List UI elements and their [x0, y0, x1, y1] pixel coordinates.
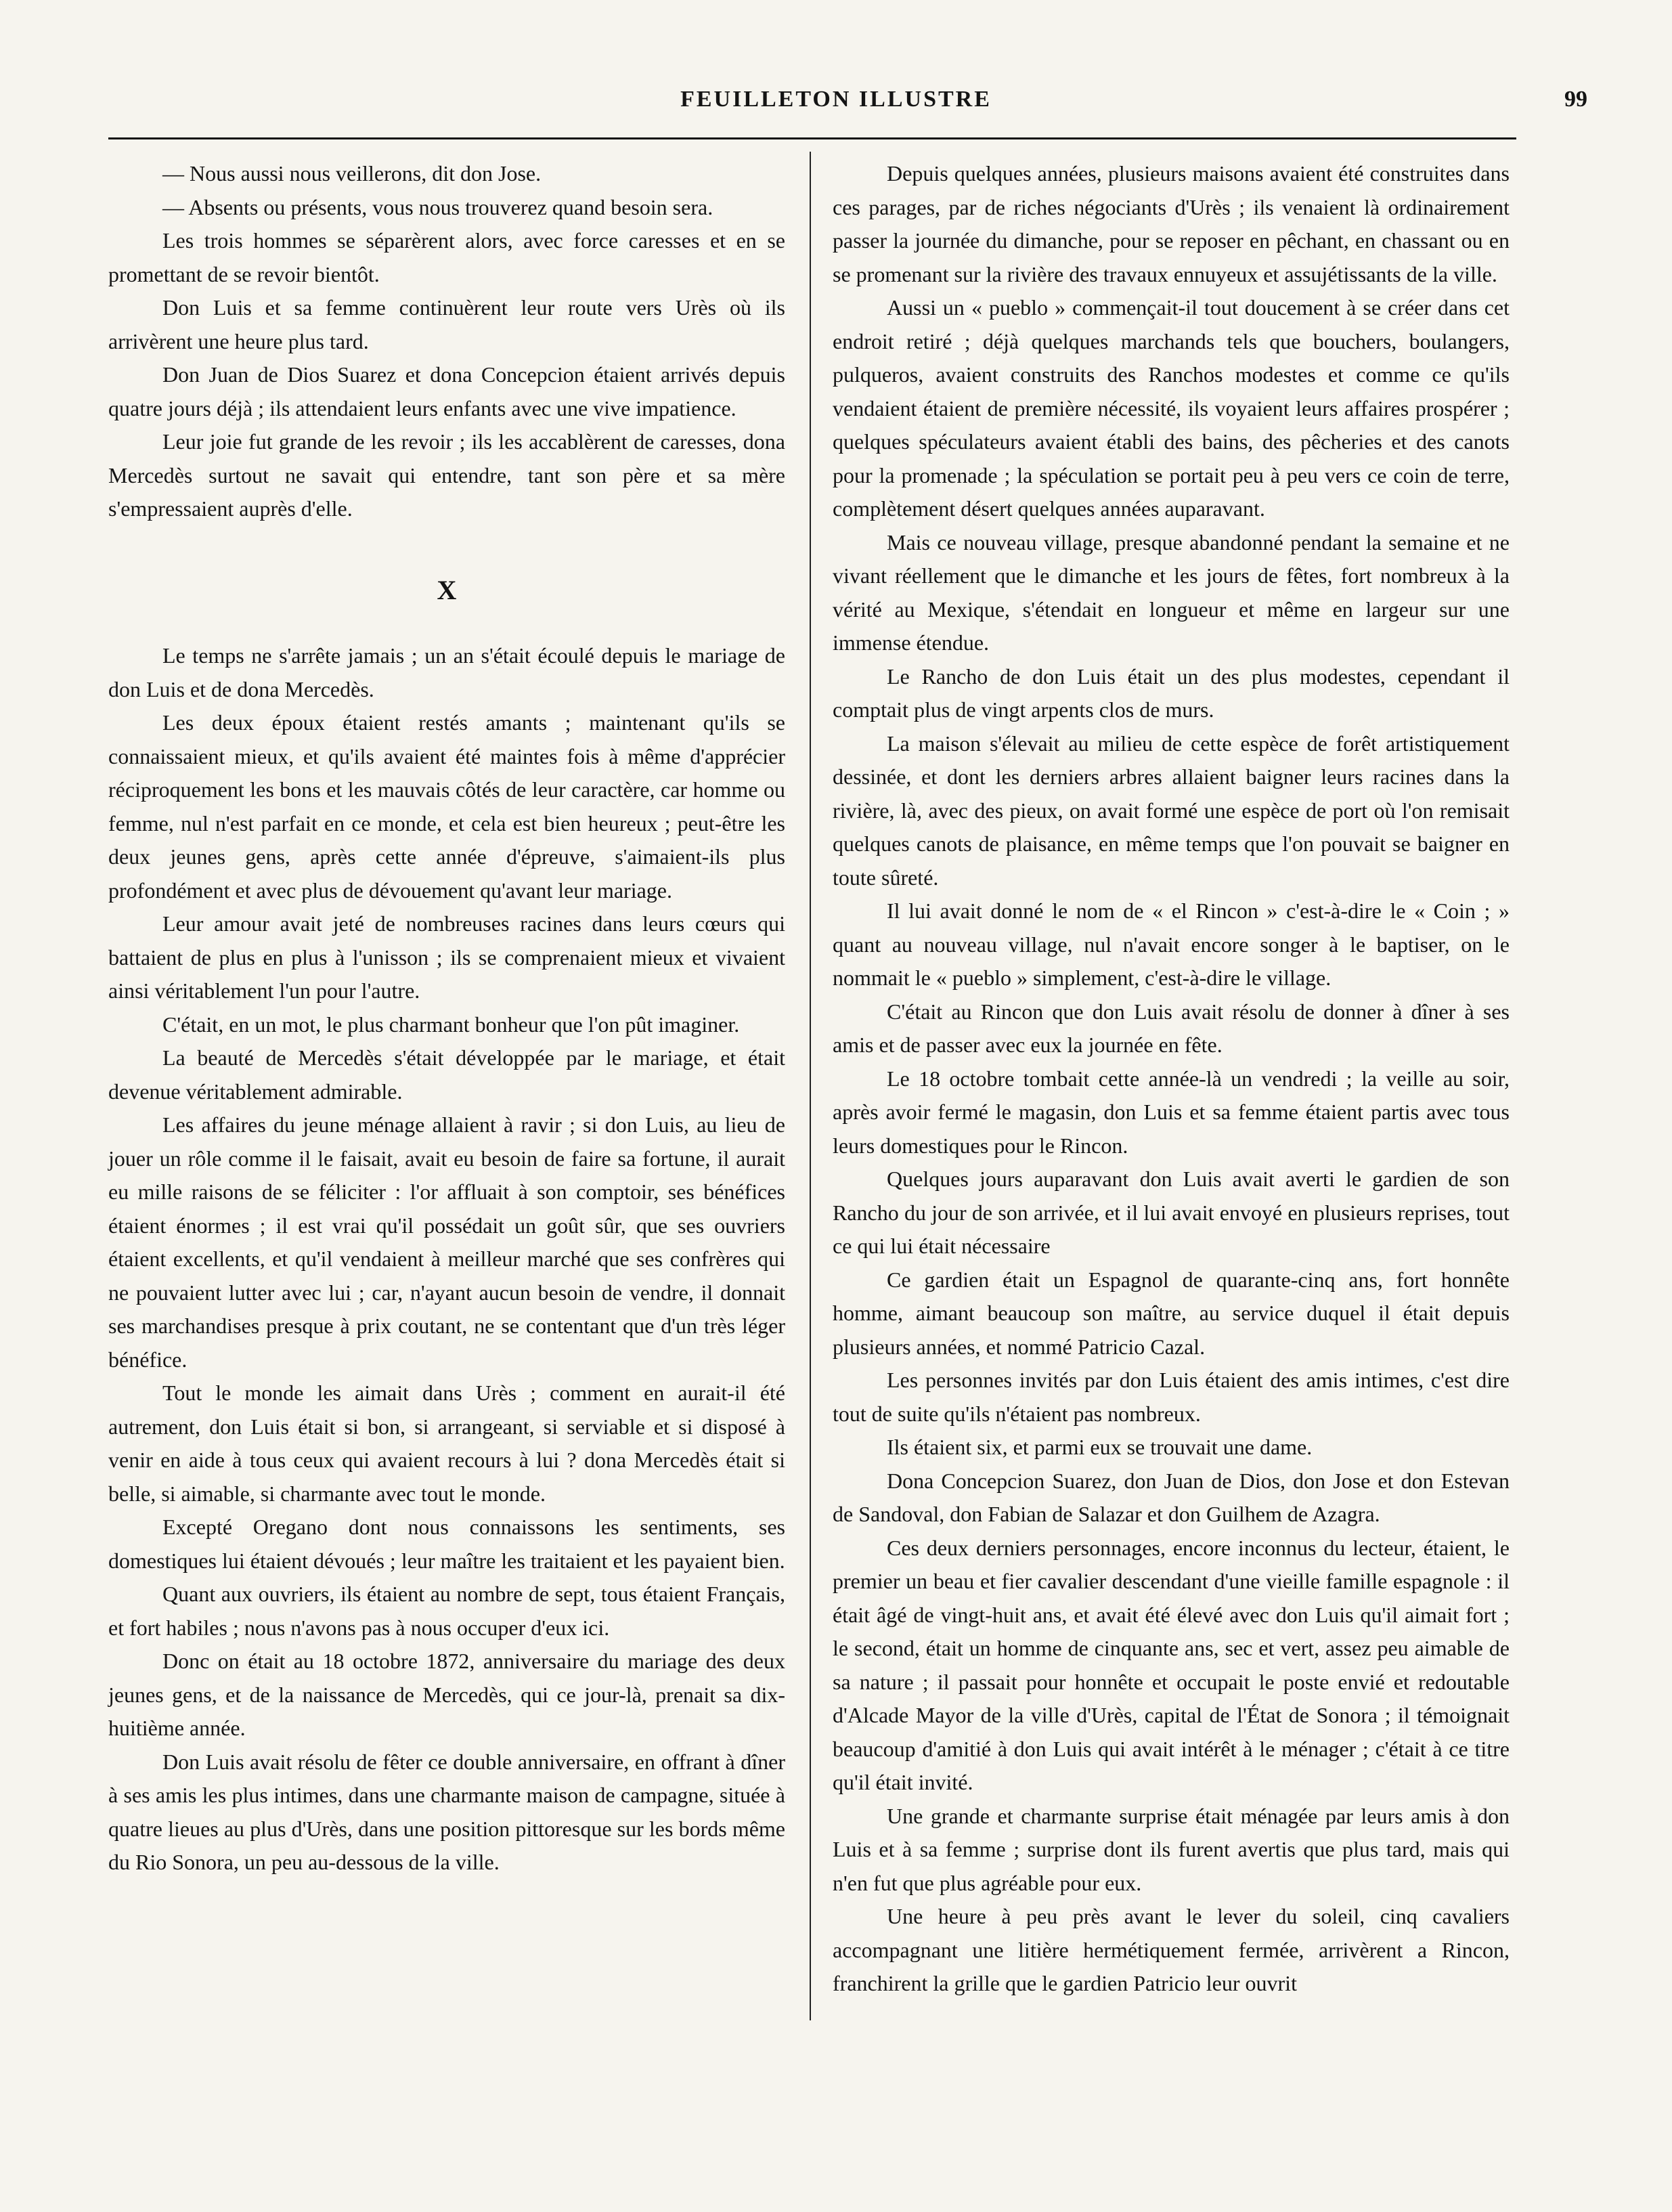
- paragraph: Le temps ne s'arrête jamais ; un an s'était écoulé depuis le mariage de don Luis et de dona Mercedès.: [108, 643, 785, 701]
- paragraph: Aussi un « pueblo » commençait-il tout doucement à se créer dans cet endroit retiré ; déjà quelques marchands tels que bouchers, boulangers, pulqueros, avaient construits des Ranchos modestes et comme ce qu'ils vendaient étaient de première nécessité, ils voyaient leurs affaires prospérer ; quelques spéculateurs avaient établi des bains, des pêcheries et des canots pour la promenade ; la spéculation se portait peu à peu vers ce coin de terre, complètement désert quelques années auparavant.: [833, 295, 1510, 521]
- paragraph: Excepté Oregano dont nous connaissons les sentiments, ses domestiques lui étaient dévoués ; leur maître les traitaient et les payaient bien.: [108, 1515, 785, 1573]
- paragraph: Les deux époux étaient restés amants ; maintenant qu'ils se connaissaient mieux, et qu'ils avaient été maintes fois à même d'apprécier réciproquement les bons et les mauvais côtés de leur caractère, car homme ou femme, nul n'est parfait en ce monde, et cela est bien heureux ; peut-être les deux jeunes gens, après cette année d'épreuve, s'aimaient-ils plus profondément et avec plus de dévouement qu'avant leur mariage.: [108, 710, 785, 903]
- paragraph: Donc on était au 18 octobre 1872, anniversaire du mariage des deux jeunes gens, et de la naissance de Mercedès, qui ce jour-là, prenait sa dix-huitième année.: [108, 1649, 785, 1740]
- paragraph: Ces deux derniers personnages, encore inconnus du lecteur, étaient, le premier un beau et fier cavalier descendant d'une vieille famille espagnole : il était âgé de vingt-huit ans, et avait été élevé avec don Luis qu'il aimait fort ; le second, était un homme de cinquante ans, sec et vert, assez peu aimable de sa nature ; il passait pour honnête et occupait le poste envié et redoutable d'Alcade Mayor de la ville d'Urès, capital de l'État de Sonora ; il témoignait beaucoup d'amitié à don Luis qui avait intérêt à le ménager ; c'était à ce titre qu'il était invité.: [833, 1535, 1510, 1794]
- paragraph: Don Juan de Dios Suarez et dona Concepcion étaient arrivés depuis quatre jours déjà ; ils attendaient leurs enfants avec une vive impatience.: [108, 362, 785, 420]
- paragraph: Le Rancho de don Luis était un des plus modestes, cependant il comptait plus de vingt arpents clos de murs.: [833, 664, 1510, 722]
- paragraph: Quelques jours auparavant don Luis avait averti le gardien de son Rancho du jour de son arrivée, et il lui avait envoyé en plusieurs reprises, tout ce qui lui était nécessaire: [833, 1167, 1510, 1258]
- paragraph: Les trois hommes se séparèrent alors, avec force caresses et en se promettant de se revoir bientôt.: [108, 228, 785, 286]
- paragraph: — Nous aussi nous veillerons, dit don Jose.: [162, 161, 542, 186]
- paragraph: Leur amour avait jeté de nombreuses racines dans leurs cœurs qui battaient de plus en plus à l'unisson ; ils se comprenaient mieux et vivaient ainsi véritablement l'un pour l'autre.: [108, 911, 785, 1003]
- paragraph: Dona Concepcion Suarez, don Juan de Dios, don Jose et don Estevan de Sandoval, don Fabian de Salazar et don Guilhem de Azagra.: [833, 1468, 1510, 1526]
- header-divider: [108, 137, 1516, 139]
- paragraph: Leur joie fut grande de les revoir ; ils les accablèrent de caresses, dona Mercedès surtout ne savait qui entendre, tant son père et sa mère s'empressaient auprès d'elle.: [108, 429, 785, 521]
- paragraph: Les affaires du jeune ménage allaient à ravir ; si don Luis, au lieu de jouer un rôle comme il le faisait, avait eu besoin de faire sa fortune, il aurait eu mille raisons de se féliciter : l'or affluait à son comptoir, ses bénéfices étaient énormes ; il est vrai qu'il possédait un goût sûr, que ses ouvriers étaient excellents, et qu'il vendaient à meilleur marché que ses confrères qui ne pouvaient lutter avec lui ; car, n'ayant aucun besoin de vendre, il donnait ses marchandises presque à prix coutant, ne se contentant que d'un très léger bénéfice.: [108, 1112, 785, 1372]
- paragraph: Le 18 octobre tombait cette année-là un vendredi ; la veille au soir, après avoir fermé le magasin, don Luis et sa femme étaient partis avec tous leurs domestiques pour le Rincon.: [833, 1066, 1510, 1158]
- paragraph: Depuis quelques années, plusieurs maisons avaient été construites dans ces parages, par de riches négociants d'Urès ; ils venaient là ordinairement passer la journée du dimanche, pour se reposer en pêchant, en chassant ou en se promenant sur la rivière des travaux ennuyeux et assujétissants de la ville.: [833, 161, 1510, 286]
- paragraph: Ils étaient six, et parmi eux se trouvait une dame.: [887, 1435, 1313, 1459]
- paragraph: Une grande et charmante surprise était ménagée par leurs amis à don Luis et à sa femme ; surprise dont ils furent avertis que plus tard, mais qui n'en fut que plus agréable pour eux.: [833, 1803, 1510, 1895]
- paragraph: Mais ce nouveau village, presque abandonné pendant la semaine et ne vivant réellement que le dimanche et les jours de fêtes, fort nombreux à la vérité au Mexique, s'étendait en longueur et même en largeur sur une immense étendue.: [833, 529, 1510, 655]
- page-header-title: FEUILLETON ILLUSTRE: [680, 87, 992, 112]
- paragraph: — Absents ou présents, vous nous trouverez quand besoin sera.: [162, 194, 713, 219]
- paragraph: La maison s'élevait au milieu de cette espèce de forêt artistiquement dessinée, et dont les derniers arbres allaient baigner leurs racines dans la rivière, là, avec des pieux, on avait formé une espèce de port où l'on remisait quelques canots de plaisance, en même temps que l'on pouvait se baigner en toute sûreté.: [833, 731, 1510, 890]
- paragraph: C'était au Rincon que don Luis avait résolu de donner à dîner à ses amis et de passer avec eux la journée en fête.: [833, 999, 1510, 1057]
- paragraph: Il lui avait donné le nom de « el Rincon » c'est-à-dire le « Coin ; » quant au nouveau village, nul n'avait encore songer à le baptiser, on le nommait le « pueblo » simplement, c'est-à-dire le village.: [833, 898, 1510, 990]
- paragraph: Tout le monde les aimait dans Urès ; comment en aurait-il été autrement, don Luis était si bon, si arrangeant, si serviable et si disposé à venir en aide à tous ceux qui avaient recours à lui ? dona Mercedès était si belle, si aimable, si charmante avec tout le monde.: [108, 1381, 785, 1506]
- paragraph: Don Luis et sa femme continuèrent leur route vers Urès où ils arrivèrent une heure plus tard.: [108, 295, 785, 353]
- paragraph: La beauté de Mercedès s'était développée par le mariage, et était devenue véritablement admirable.: [108, 1045, 785, 1104]
- section-heading: X: [437, 574, 457, 605]
- paragraph: Quant aux ouvriers, ils étaient au nombre de sept, tous étaient Français, et fort habiles ; nous n'avons pas à nous occuper d'eux ici.: [108, 1582, 785, 1640]
- paragraph: Don Luis avait résolu de fêter ce double anniversaire, en offrant à dîner à ses amis les plus intimes, dans une charmante maison de campagne, située à quatre lieues au plus d'Urès, dans une position pittoresque sur les bords même du Rio Sonora, un peu au-dessous de la ville.: [108, 1749, 785, 1874]
- paragraph: Les personnes invités par don Luis étaient des amis intimes, c'est dire tout de suite qu'ils n'étaient pas nombreux.: [833, 1368, 1510, 1426]
- right-column: [833, 157, 1510, 2001]
- paragraph: Une heure à peu près avant le lever du soleil, cinq cavaliers accompagnant une litière hermétiquement fermée, arrivèrent a Rincon, franchirent la grille que le gardien Patricio leur ouvrit: [833, 1904, 1510, 1995]
- paragraph: C'était, en un mot, le plus charmant bonheur que l'on pût imaginer.: [162, 1012, 740, 1037]
- page-number: 99: [1564, 87, 1587, 112]
- paragraph: Ce gardien était un Espagnol de quarante-cinq ans, fort honnête homme, aimant beaucoup son maître, au service duquel il était depuis plusieurs années, et nommé Patricio Cazal.: [833, 1267, 1510, 1359]
- column-divider: [810, 152, 811, 2020]
- left-column: [108, 157, 785, 1880]
